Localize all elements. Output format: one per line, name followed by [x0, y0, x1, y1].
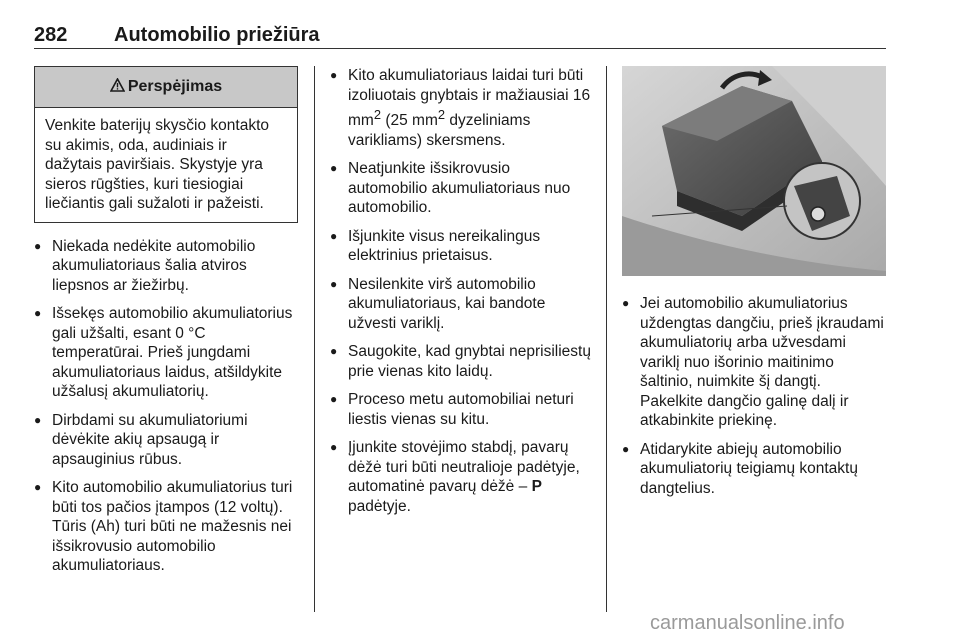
column-divider-1	[314, 66, 315, 612]
warning-box	[34, 66, 298, 223]
page-number: 282	[34, 24, 68, 46]
warning-text: Venkite baterijų skysčio kontakto su akimis, oda, audiniais ir dažytais paviršiais. Skystyje yra sieros rūgšties, kuri tiesiogiai liečiantis gali sužaloti ir pažeisti.	[45, 117, 270, 212]
list-item: ● Įjunkite stovėjimo stabdį, pavarų dėžė turi būti neutralioje padėtyje, automatinė pavarų dėžė – P padėtyje.	[330, 438, 592, 516]
bullet-list-right	[622, 294, 886, 498]
list-item: ● Saugokite, kad gnybtai neprisiliestų prie vienas kito laidų.	[330, 342, 592, 381]
watermark: carmanualsonline.info	[650, 612, 845, 634]
column-left	[34, 66, 298, 585]
list-item: ● Kito automobilio akumuliatorius turi būti tos pačios įtampos (12 voltų). Tūris (Ah) turi būti ne mažesnis nei išsikrovusio automobilio akumuliatoriaus.	[34, 478, 298, 576]
list-item: ● Proceso metu automobiliai neturi liestis vienas su kitu.	[330, 390, 592, 429]
bullet-list-middle	[330, 66, 592, 516]
list-item: ● Išsekęs automobilio akumuliatorius gali užšalti, esant 0 °C temperatūrai. Prieš jungdami akumuliatoriaus laidus, atšildykite užšalusį akumuliatorių.	[34, 304, 298, 402]
column-middle	[330, 66, 592, 525]
list-item: ● Atidarykite abiejų automobilio akumuliatorių teigiamų kontaktų dangtelius.	[622, 440, 886, 499]
list-item: ● Išjunkite visus nereikalingus elektrinius prietaisus.	[330, 227, 592, 266]
column-divider-2	[606, 66, 607, 612]
battery-cover-illustration	[622, 66, 886, 276]
page-header	[34, 24, 886, 49]
warning-triangle-icon	[110, 78, 125, 97]
list-item: ● Jei automobilio akumuliatorius uždengtas dangčiu, prieš įkraudami akumuliatorių arba užvesdami variklį nuo išorinio maitinimo šaltinio, nuimkite šį dangtį. Pakelkite dangčio galinę dalį ir atkabinkite priekinę.	[622, 294, 886, 431]
page-title: Automobilio priežiūra	[114, 24, 320, 46]
warning-title: Perspėjimas	[127, 78, 223, 95]
bullet-list-left	[34, 237, 298, 576]
warning-header	[35, 67, 297, 108]
list-item: ● Kito akumuliatoriaus laidai turi būti izoliuotais gnybtais ir mažiausiai 16 $mm^2$ (25 $mm^2$ dyzeliniams varikliams) skersmens.	[330, 66, 592, 150]
column-right	[622, 66, 886, 507]
list-item: ● Niekada nedėkite automobilio akumuliatoriaus šalia atviros liepsnos ar žiežirbų.	[34, 237, 298, 296]
list-item: ● Dirbdami su akumuliatoriumi dėvėkite akių apsaugą ir apsauginius rūbus.	[34, 411, 298, 470]
list-item: ● Neatjunkite išsikrovusio automobilio akumuliatoriaus nuo automobilio.	[330, 159, 592, 218]
list-item: ● Nesilenkite virš automobilio akumuliatoriaus, kai bandote užvesti variklį.	[330, 275, 592, 334]
